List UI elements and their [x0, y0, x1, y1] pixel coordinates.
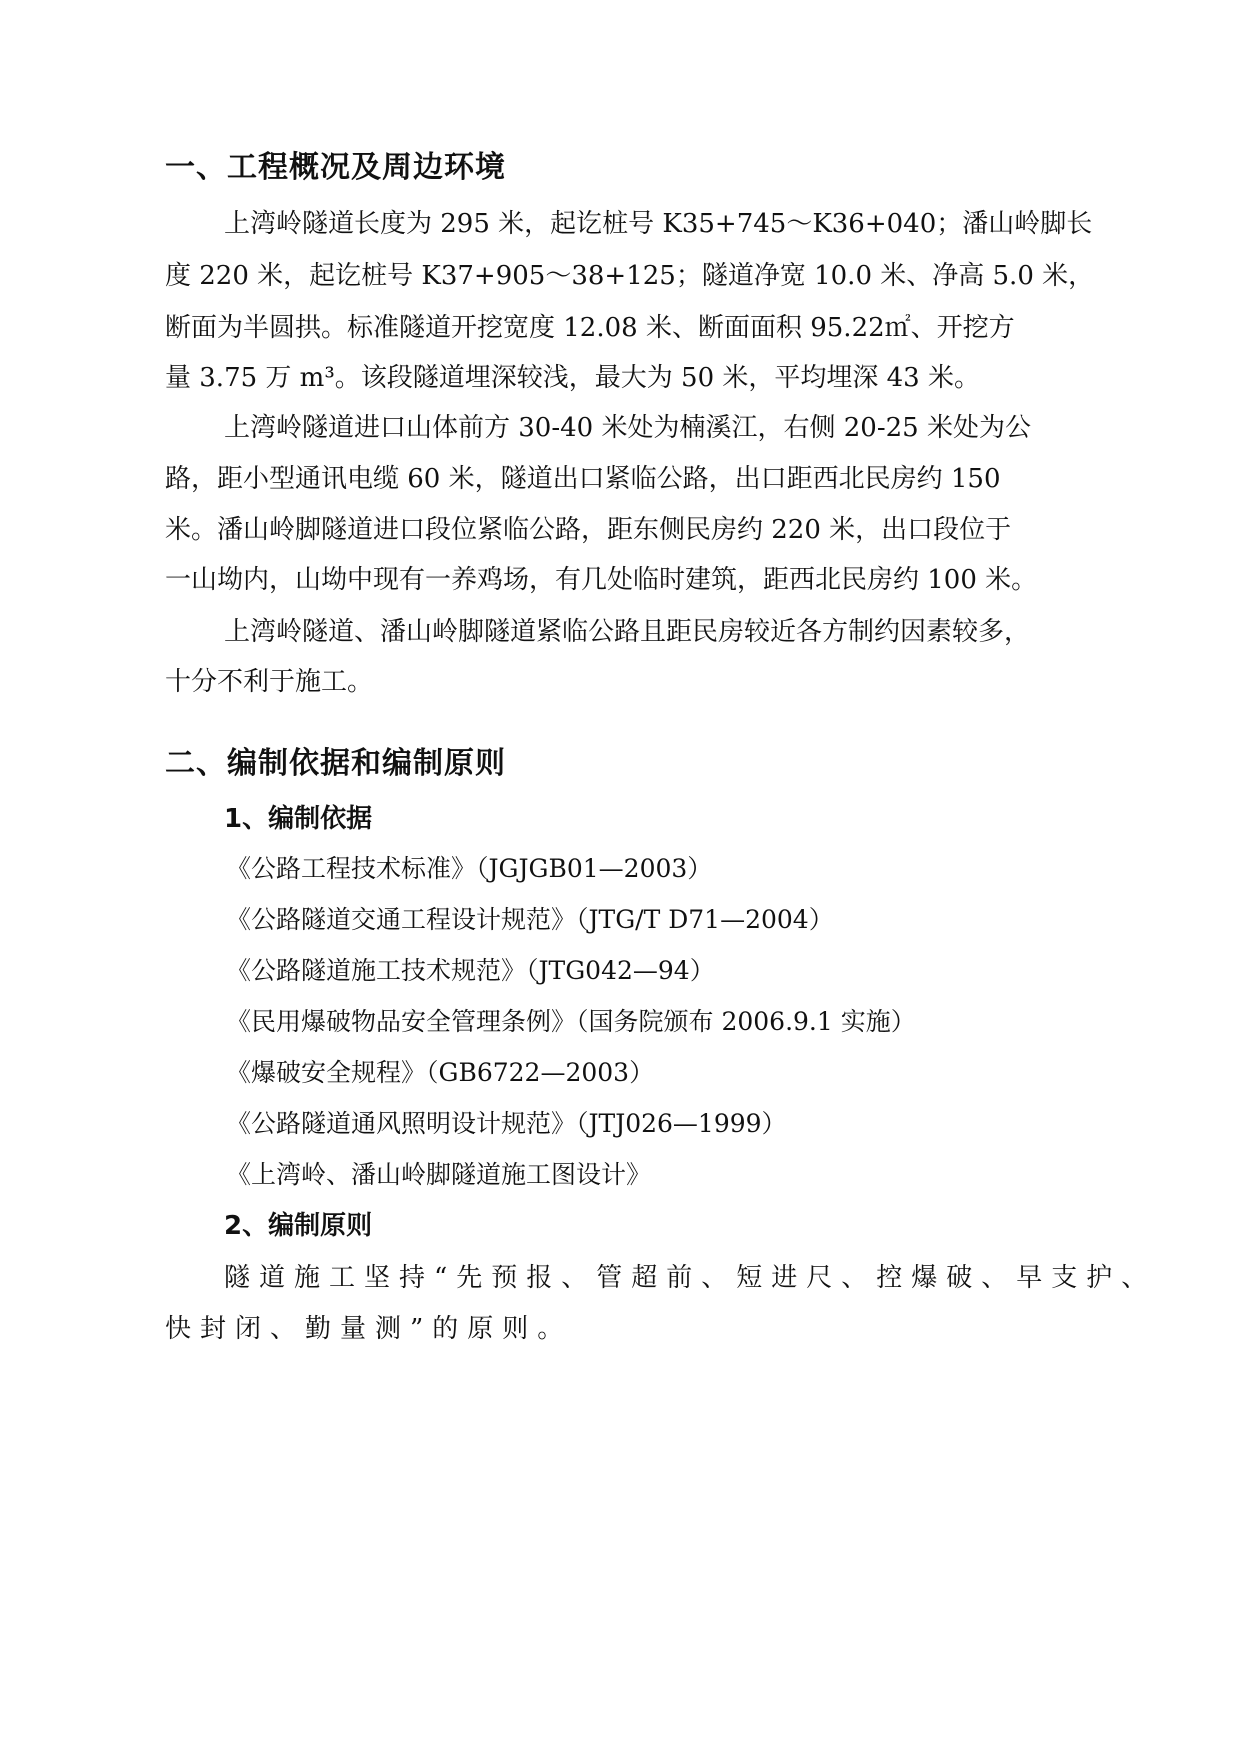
reference-item: 《上湾岭、潘山岭脚隧道施工图设计》	[226, 1160, 652, 1189]
reference-item: 《公路隧道交通工程设计规范》（JTG/T D71—2004）	[226, 905, 834, 934]
reference-item: 《公路工程技术标准》（JGJGB01—2003）	[226, 854, 713, 883]
section-2-heading: 二、编制依据和编制原则	[165, 746, 506, 781]
paragraph-2-line-3: 米。潘山岭脚隧道进口段位紧临公路，距东侧民房约 220 米，出口段位于	[165, 515, 1012, 545]
paragraph-1-line-2: 度 220 米，起讫桩号 K37+905～38+125；隧道净宽 10.0 米、净高 5.0 米，	[165, 261, 1095, 291]
reference-item: 《民用爆破物品安全管理条例》（国务院颁布 2006.9.1 实施）	[226, 1007, 916, 1036]
paragraph-1-line-1: 上湾岭隧道长度为 295 米，起讫桩号 K35+745～K36+040；潘山岭脚长	[224, 209, 1093, 239]
paragraph-1-line-4: 量 3.75 万 m³。该段隧道埋深较浅，最大为 50 米，平均埋深 43 米。	[165, 363, 980, 393]
section-1-heading: 一、工程概况及周边环境	[165, 150, 506, 185]
principle-line-1: 隧道施工坚持“先预报、管超前、短进尺、控爆破、早支护、	[224, 1263, 1157, 1293]
principle-line-2: 快封闭、勤量测”的原则。	[165, 1314, 573, 1344]
reference-item: 《爆破安全规程》（GB6722—2003）	[226, 1058, 655, 1087]
paragraph-3-line-1: 上湾岭隧道、潘山岭脚隧道紧临公路且距民房较近各方制约因素较多，	[224, 617, 1031, 647]
paragraph-3-line-2: 十分不利于施工。	[165, 667, 374, 697]
basis-heading: 1、编制依据	[224, 804, 373, 834]
principle-heading: 2、编制原则	[224, 1211, 373, 1241]
paragraph-2-line-4: 一山坳内，山坳中现有一养鸡场，有几处临时建筑，距西北民房约 100 米。	[165, 565, 1038, 595]
paragraph-1-line-3: 断面为半圆拱。标准隧道开挖宽度 12.08 米、断面面积 95.22㎡、开挖方	[165, 313, 1015, 343]
paragraph-2-line-2: 路，距小型通讯电缆 60 米，隧道出口紧临公路，出口距西北民房约 150	[165, 464, 1001, 494]
paragraph-2-line-1: 上湾岭隧道进口山体前方 30-40 米处为楠溪江，右侧 20-25 米处为公	[224, 413, 1031, 443]
reference-item: 《公路隧道通风照明设计规范》（JTJ026—1999）	[226, 1109, 787, 1138]
reference-item: 《公路隧道施工技术规范》（JTG042—94）	[226, 956, 715, 985]
